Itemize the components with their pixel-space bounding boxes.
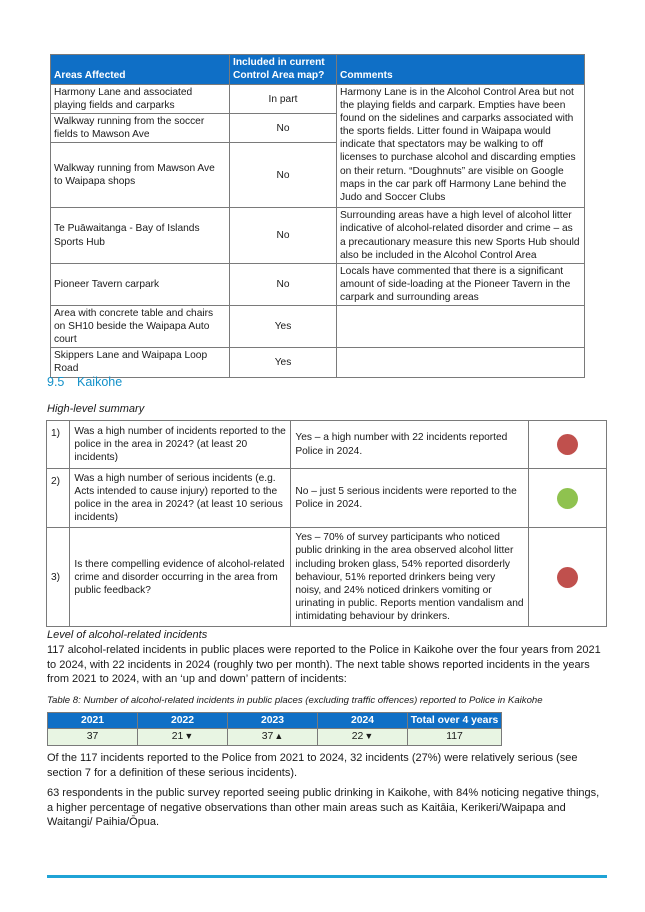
year-header: 2022: [138, 713, 228, 729]
value: 21: [171, 731, 184, 743]
table-row: [51, 208, 585, 263]
section-title: Kaikohe: [77, 375, 123, 389]
comment-cell: Harmony Lane is in the Alcohol Control Area but not the playing fields and carpark. Empties have been found on the sidelines and carparks associated with the sports fields. Litter found in Waipapa would indicate that spectators may be walking to off licenses to purchase alcohol and discarding empties on their return. “Doughnuts” are visible on Google maps in the car park off Harmony Lane behind the Judo and Soccer Clubs: [337, 85, 585, 208]
table-row: [51, 85, 585, 114]
value-cell: [138, 729, 228, 745]
serious-paragraph: Of the 117 incidents reported to the Police from 2021 to 2024, 32 incidents (27%) were relatively serious (see section 7 for a definition of these serious incidents).: [47, 752, 578, 779]
status-cell: [528, 469, 606, 528]
header-comments: Comments: [337, 55, 585, 85]
incidents-table: [47, 712, 502, 746]
answer-cell: No – just 5 serious incidents were reported to the Police in 2024.: [291, 469, 528, 528]
comment-cell: [337, 306, 585, 348]
year-header: 2023: [228, 713, 318, 729]
area-cell: Area with concrete table and chairs on SH10 beside the Waipapa Auto court: [51, 306, 230, 348]
question-cell: Was a high number of incidents reported to the police in the area in 2024? (at least 20 incidents): [70, 421, 291, 469]
level-heading: Level of alcohol-related incidents: [47, 629, 208, 641]
status-indicator: [557, 567, 578, 588]
table-row: [51, 348, 585, 377]
summary-heading: High-level summary: [47, 403, 145, 415]
row-number: 3): [47, 528, 70, 627]
table-row: [47, 469, 607, 528]
survey-paragraph: 63 respondents in the public survey reported seeing public drinking in Kaikohe, with 84% noticing negative things, a higher percentage of negative observations than other main areas such as Kaitāia, Kerikeri/Waipapa and Waitangi/ Paihia/Ōpua.: [47, 787, 600, 829]
included-cell: No: [230, 143, 337, 208]
value-cell: [48, 729, 138, 745]
included-cell: Yes: [230, 306, 337, 348]
footer-rule: [47, 875, 607, 878]
table-row: [47, 528, 607, 627]
included-cell: No: [230, 263, 337, 305]
row-number: 2): [47, 469, 70, 528]
value: 117: [446, 731, 463, 743]
table-caption: Table 8: Number of alcohol-related incidents in public places (excluding traffic offences) reported to Police in Kaikohe: [47, 695, 543, 706]
area-cell: Te Puāwaitanga - Bay of Islands Sports Hub: [51, 208, 230, 263]
status-cell: [528, 421, 606, 469]
value-cell: [228, 729, 318, 745]
value: 37: [86, 731, 99, 743]
question-cell: Was a high number of serious incidents (e.g. Acts intended to cause injury) reported to the police in the area in 2024? (at least 10 serious incidents): [70, 469, 291, 528]
question-cell: Is there compelling evidence of alcohol-related crime and disorder occurring in the area from public feedback?: [70, 528, 291, 627]
level-paragraph: 117 alcohol-related incidents in public places were reported to the Police in Kaikohe over the four years from 2021 to 2024, with 22 incidents in 2024 (roughly two per month). The next table shows reported incidents in the years from 2021 to 2024, with an ‘up and down’ pattern of incidents:: [47, 644, 601, 686]
value: 22: [351, 731, 364, 743]
year-header: 2024: [318, 713, 408, 729]
section-heading: [47, 376, 122, 389]
comment-cell: Locals have commented that there is a significant amount of side-loading at the Pioneer Tavern in the carpark and surrounding areas: [337, 263, 585, 305]
table-row: [48, 729, 502, 745]
down-arrow-icon: ▼: [184, 731, 194, 742]
included-cell: Yes: [230, 348, 337, 377]
area-cell: Walkway running from the soccer fields to Mawson Ave: [51, 114, 230, 143]
areas-affected-table: [50, 54, 585, 378]
up-arrow-icon: ▲: [274, 731, 284, 742]
section-number: 9.5: [47, 375, 65, 389]
header-areas: Areas Affected: [51, 55, 230, 85]
total-cell: [408, 729, 502, 745]
row-number: 1): [47, 421, 70, 469]
value-cell: [318, 729, 408, 745]
status-cell: [528, 528, 606, 627]
comment-cell: Surrounding areas have a high level of alcohol litter indicative of alcohol-related disorder and crime – as a precautionary measure this new Sports Hub should also be included in the Alcohol Control Area: [337, 208, 585, 263]
table-row: [51, 306, 585, 348]
included-cell: No: [230, 114, 337, 143]
included-cell: In part: [230, 85, 337, 114]
summary-table: [46, 420, 607, 627]
area-cell: Walkway running from Mawson Ave to Waipapa shops: [51, 143, 230, 208]
area-cell: Skippers Lane and Waipapa Loop Road: [51, 348, 230, 377]
area-cell: Pioneer Tavern carpark: [51, 263, 230, 305]
area-cell: Harmony Lane and associated playing fields and carparks: [51, 85, 230, 114]
included-cell: No: [230, 208, 337, 263]
status-indicator: [557, 488, 578, 509]
answer-cell: Yes – 70% of survey participants who noticed public drinking in the area observed alcohol litter including broken glass, 54% reported disorderly behaviour, 51% reported drinkers being very noisy, and 24% noticed drinkers vomiting or urinating in public. Reports mention vandalism and intimidating behaviour by drinkers.: [291, 528, 528, 627]
answer-cell: Yes – a high number with 22 incidents reported Police in 2024.: [291, 421, 528, 469]
down-arrow-icon: ▼: [364, 731, 374, 742]
table-row: [47, 421, 607, 469]
comment-cell: [337, 348, 585, 377]
year-header: 2021: [48, 713, 138, 729]
header-included: Included in current Control Area map?: [230, 55, 337, 85]
status-indicator: [557, 434, 578, 455]
total-header: Total over 4 years: [408, 713, 502, 729]
table-row: [51, 263, 585, 305]
value: 37: [261, 731, 274, 743]
table-header-row: [48, 713, 502, 729]
